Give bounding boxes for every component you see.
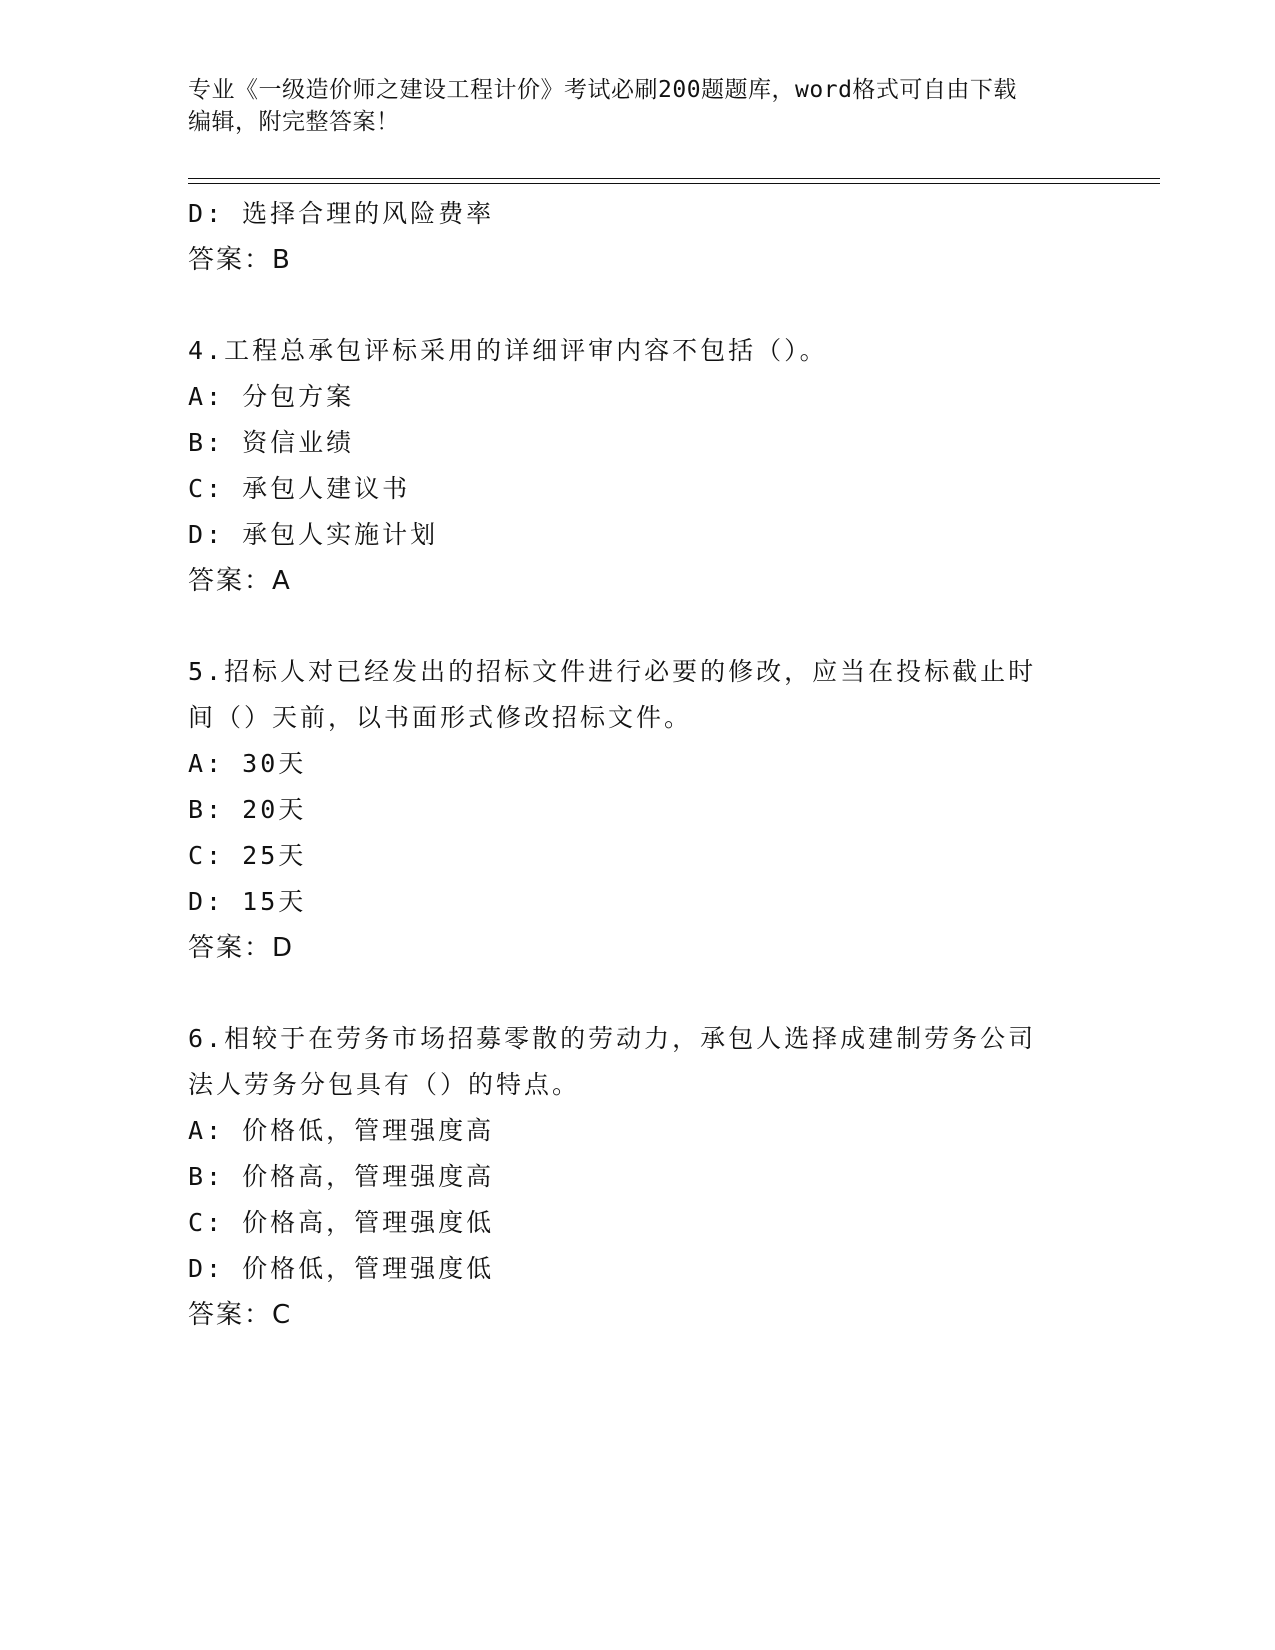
previous-question-tail	[188, 191, 1088, 283]
question-4	[188, 328, 1088, 604]
header-divider-bottom	[188, 183, 1160, 184]
option-c: C: 承包人建议书	[188, 474, 411, 503]
option-b: B: 资信业绩	[188, 428, 355, 457]
question-stem-line-2: 法人劳务分包具有（）的特点。	[188, 1070, 581, 1099]
option-b: B: 价格高，管理强度高	[188, 1162, 495, 1191]
option-a: A: 30天	[188, 749, 307, 778]
question-stem-line-1: 6.相较于在劳务市场招募零散的劳动力，承包人选择成建制劳务公司	[188, 1024, 1037, 1053]
option-d: D: 选择合理的风险费率	[188, 199, 495, 228]
question-stem: 4.工程总承包评标采用的详细评审内容不包括（）。	[188, 336, 828, 365]
header-divider-top	[188, 178, 1160, 179]
option-a: A: 价格低，管理强度高	[188, 1116, 495, 1145]
option-d: D: 承包人实施计划	[188, 520, 439, 549]
option-c: C: 价格高，管理强度低	[188, 1208, 495, 1237]
header-line-2: 编辑，附完整答案！	[188, 109, 400, 135]
option-a: A: 分包方案	[188, 382, 355, 411]
answer-line: 答案：B	[188, 245, 292, 275]
option-c: C: 25天	[188, 841, 307, 870]
answer-line: 答案：A	[188, 566, 292, 596]
option-d: D: 价格低，管理强度低	[188, 1254, 495, 1283]
question-5	[188, 649, 1088, 971]
question-stem-line-1: 5.招标人对已经发出的招标文件进行必要的修改，应当在投标截止时	[188, 657, 1037, 686]
question-list	[188, 191, 1088, 1338]
answer-line: 答案：C	[188, 1300, 293, 1330]
header-line-1: 专业《一级造价师之建设工程计价》考试必刷200题题库，word格式可自由下载	[188, 77, 1017, 103]
option-b: B: 20天	[188, 795, 307, 824]
question-stem-line-2: 间（）天前，以书面形式修改招标文件。	[188, 703, 693, 732]
question-6	[188, 1016, 1088, 1338]
document-header	[188, 74, 1088, 138]
answer-line: 答案：D	[188, 933, 295, 963]
option-d: D: 15天	[188, 887, 307, 916]
